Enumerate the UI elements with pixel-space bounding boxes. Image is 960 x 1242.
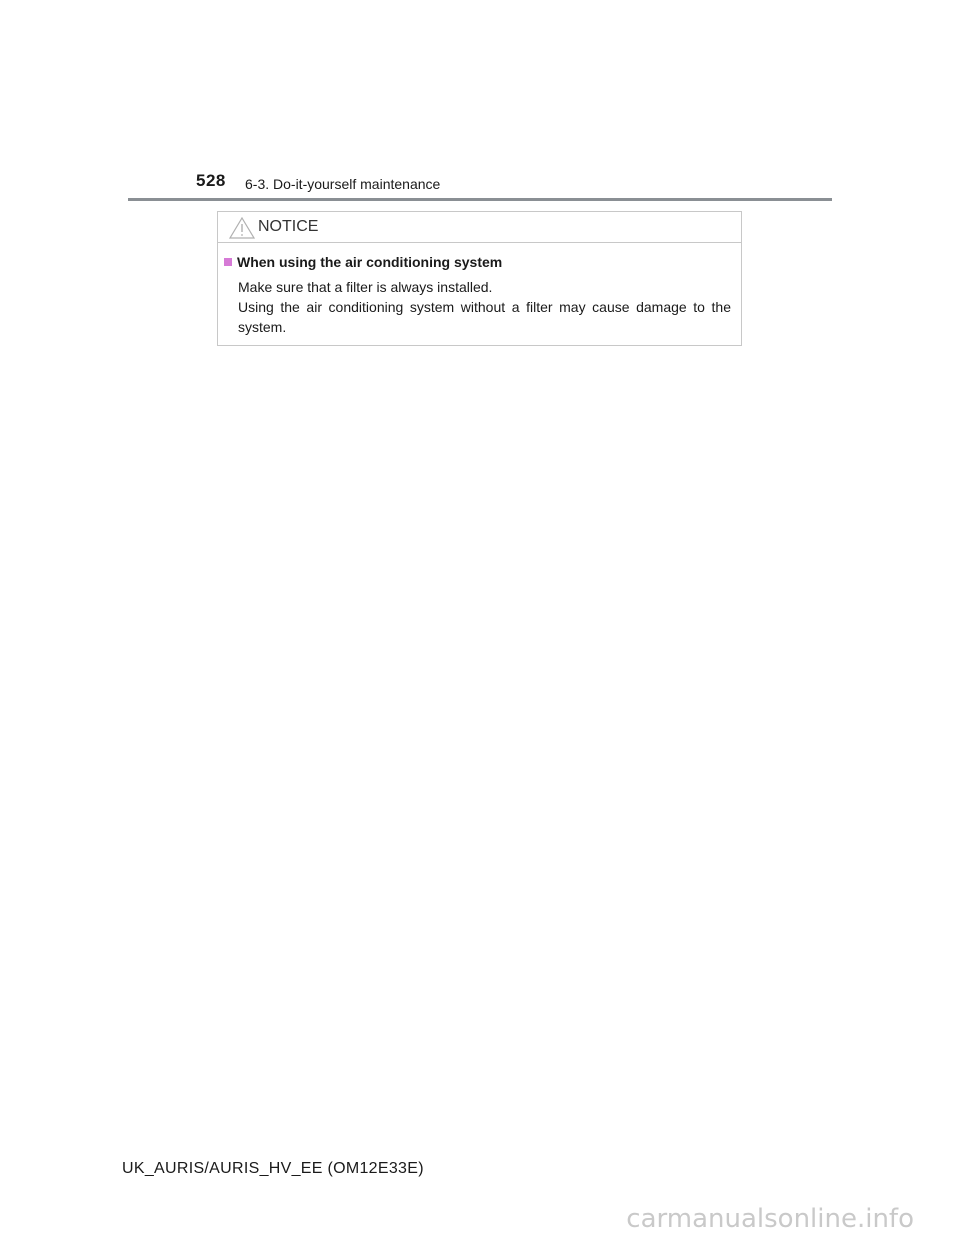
header-divider <box>128 198 832 201</box>
notice-item-heading <box>224 254 731 270</box>
page-number: 528 <box>196 171 226 190</box>
document-code: UK_AURIS/AURIS_HV_EE (OM12E33E) <box>122 1160 424 1177</box>
section-title: 6-3. Do-it-yourself maintenance <box>245 176 441 192</box>
notice-body <box>218 243 741 337</box>
notice-heading-text: When using the air conditioning system <box>237 254 503 270</box>
notice-paragraph: Using the air conditioning system without a filter may cause damage to the system. <box>238 299 731 335</box>
notice-box <box>217 211 742 346</box>
warning-triangle-icon <box>229 217 255 239</box>
notice-paragraph: Make sure that a filter is always installed. <box>238 279 493 295</box>
notice-label: NOTICE <box>258 218 319 235</box>
square-bullet-icon <box>224 258 232 266</box>
watermark: carmanualsonline.info <box>626 1204 914 1234</box>
notice-header <box>218 212 741 243</box>
